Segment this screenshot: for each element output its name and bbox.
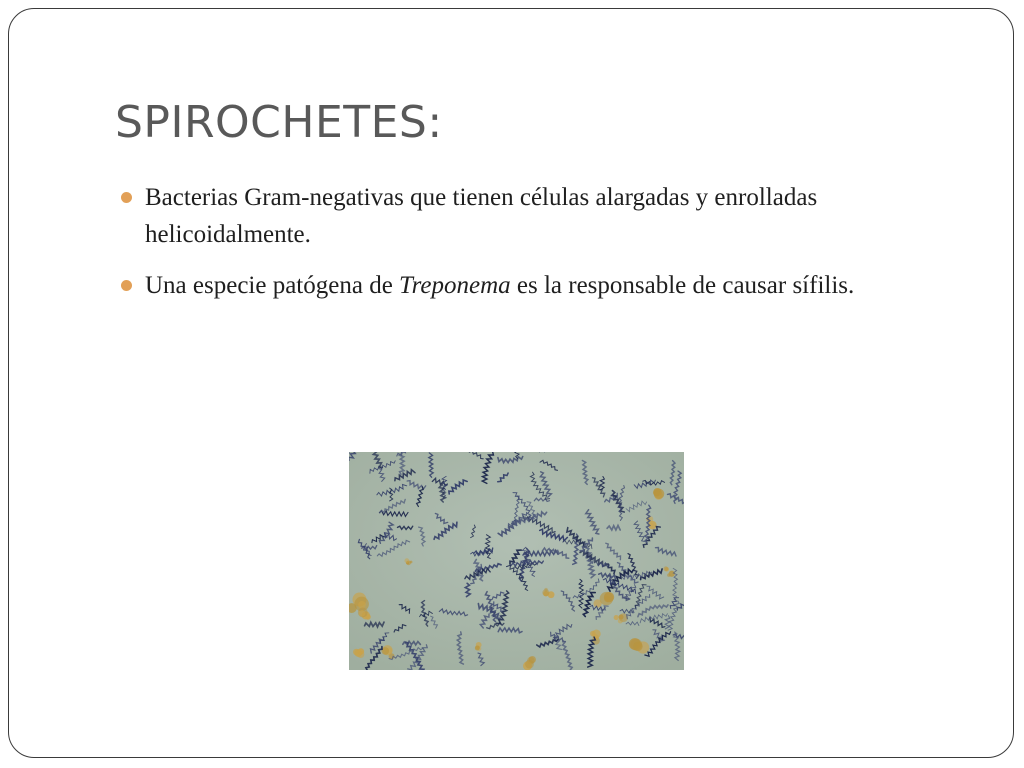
- debris-particle: [358, 601, 366, 609]
- debris-particle: [358, 648, 364, 654]
- debris-particle: [604, 592, 614, 602]
- bullet-text-start: Una especie patógena de: [145, 272, 400, 299]
- debris-particle: [475, 646, 480, 651]
- debris-particle: [410, 561, 413, 564]
- spirochete-micrograph-image: [349, 452, 684, 670]
- debris-particle: [669, 571, 675, 577]
- bullet-text-end: es la responsable de causar sífilis.: [510, 272, 855, 299]
- debris-particle: [525, 660, 534, 669]
- debris-particle: [614, 615, 619, 620]
- debris-particle: [663, 566, 668, 571]
- debris-particle: [619, 614, 624, 619]
- debris-particle: [359, 610, 366, 617]
- bullet-item: [121, 267, 901, 304]
- debris-particle: [653, 489, 660, 496]
- debris-particle: [404, 558, 409, 563]
- bullet-text: Bacterias Gram-negativas que tienen células alargadas y enrolladas helicoidalmente.: [145, 184, 818, 248]
- bullet-item: [121, 179, 901, 253]
- debris-particle: [633, 642, 643, 652]
- bullet-list: [121, 179, 901, 318]
- bullet-dot-icon: [121, 280, 132, 291]
- debris-particle: [542, 589, 549, 596]
- slide-title: SPIROCHETES:: [115, 97, 443, 148]
- micrograph-svg: [349, 452, 684, 670]
- bullet-dot-icon: [121, 192, 132, 203]
- bullet-text-italic: Treponema: [399, 272, 511, 299]
